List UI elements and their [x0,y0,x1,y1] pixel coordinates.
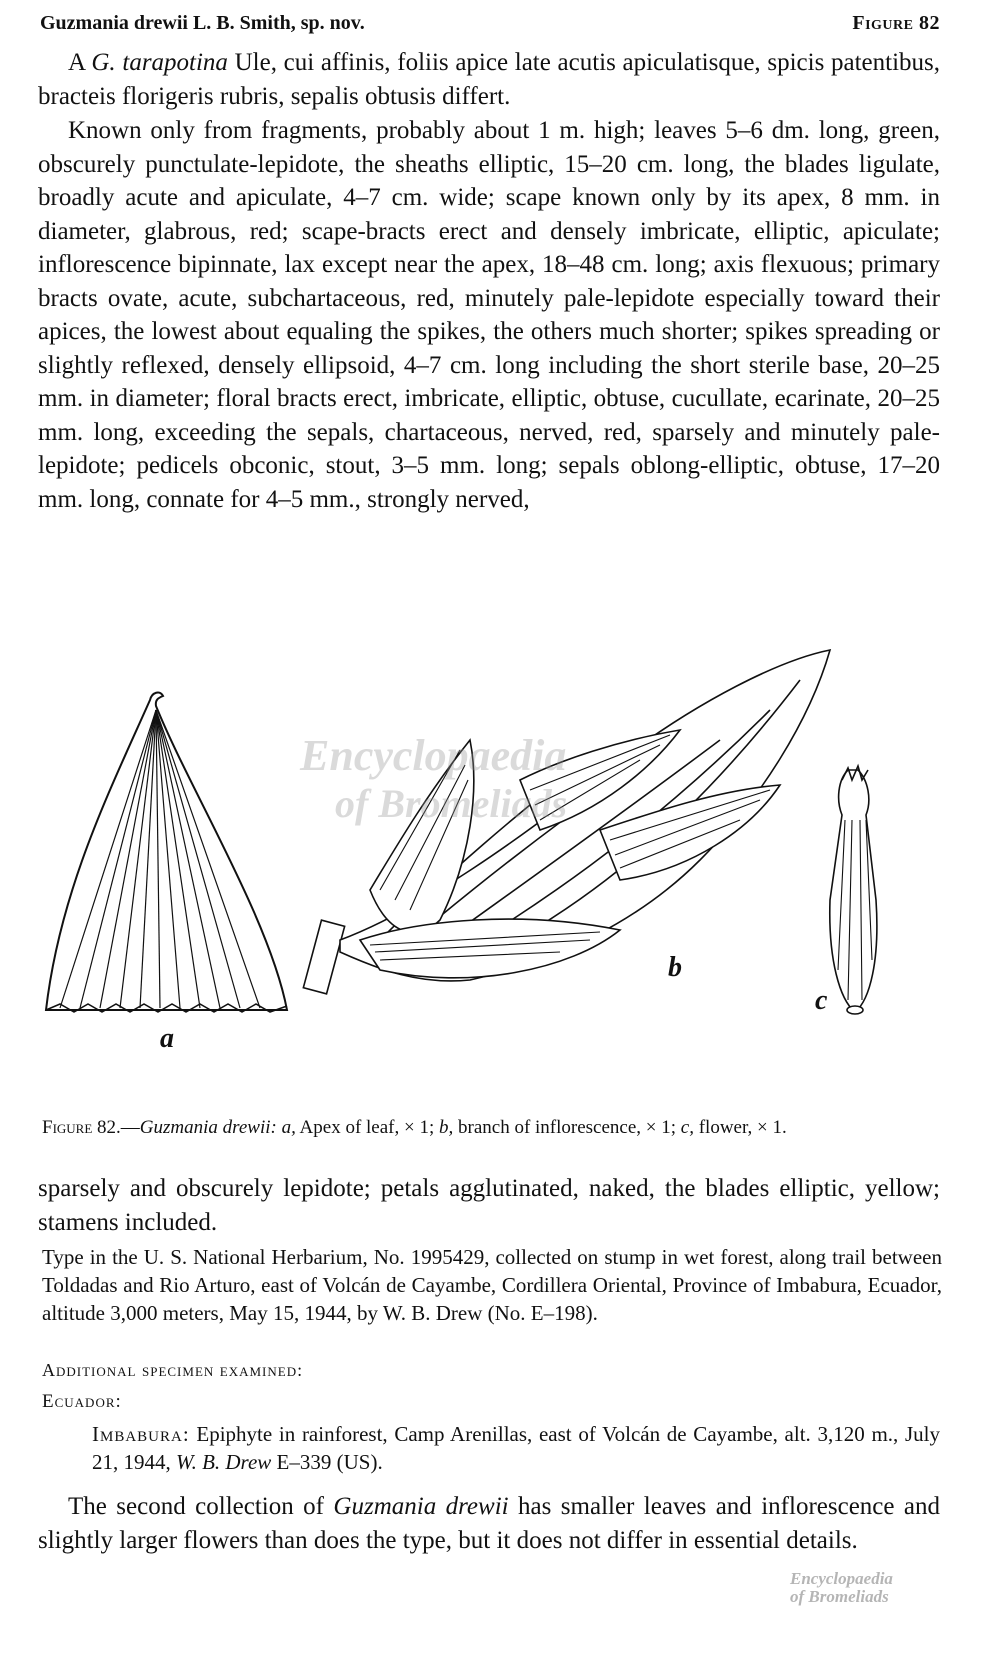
flower-drawing [830,766,877,1014]
latin-pre: A [68,49,92,76]
specimen-entry [92,1420,940,1476]
figure-82 [0,640,989,1110]
label-c: c [815,985,828,1016]
footer-watermark-line2: of Bromeliads [790,1587,889,1606]
footer-watermark-line1: Encyclopaedia [790,1569,893,1588]
type-paragraph: Type in the U. S. National Herbarium, No. 1995429, collected on stump in wet forest, along trail between Toldadas and Rio Arturo, east of Volcán de Cayambe, Cordillera Oriental, Province of Imbabura, Ecuador, altitude 3,000 meters, May 15, 1944, by W. B. Drew (No. E–198). [42,1245,942,1325]
closing-taxon: Guzmania drewii [333,1493,509,1520]
specimen-collector: W. B. Drew [176,1450,272,1474]
closing-paragraph [38,1490,940,1557]
footer-watermark [790,1570,893,1606]
closing-pre: The second collection of [68,1493,334,1520]
page-header [40,12,940,42]
latin-post: Ule, cui affinis, foliis apice late acutis apiculatisque, spicis patentibus, bracteis florigeris rubris, sepalis obtusis differt. [38,49,940,110]
figure-watermark-line1: Encyclopaedia [300,731,567,780]
closing-post: has smaller leaves and inflorescence and slightly larger flowers than does the type, but it does not differ in essential details. [38,1493,941,1554]
additional-heading: Additional specimen examined: [42,1360,304,1380]
caption-c-key: c, [680,1117,694,1138]
figure-number: Figure 82 [852,12,940,34]
caption-title: Guzmania drewii: [139,1117,277,1138]
country-heading: Ecuador: [42,1391,122,1412]
latin-taxon: G. tarapotina [91,49,228,76]
figure-drawings [0,640,989,1110]
caption-a-key: a, [281,1117,296,1138]
caption-b-text: branch of inflorescence, × 1; [453,1117,681,1138]
caption-a-text: Apex of leaf, × 1; [295,1117,439,1138]
specimen-province: Imbabura: [92,1422,190,1446]
specimen-text-pre: Epiphyte in rainforest, Camp Arenillas, east of Volcán de Cayambe, alt. 3,120 m., July 21, 1944, [92,1422,940,1474]
leaf-apex-drawing [46,693,287,1012]
label-b: b [668,952,682,983]
species-heading: Guzmania drewii L. B. Smith, sp. nov. [40,12,365,34]
description-paragraph: Known only from fragments, probably about 1 m. high; leaves 5–6 dm. long, green, obscurely punctulate-lepidote, the sheaths elliptic, 15–20 cm. long, the blades ligulate, broadly acute and apiculate, 4–7 cm. wide; scape known only by its apex, 8 mm. in diameter, glabrous, red; scape-bracts erect and densely imbricate, elliptic, apiculate; inflorescence bipinnate, lax except near the apex, 18–48 cm. long; axis flexuous; primary bracts ovate, acute, subchartaceous, red, minutely pale-lepidote especially toward their apices, the lowest about equaling the spikes, the others much shorter; spikes spreading or slightly reflexed, densely ellipsoid, 4–7 cm. long including the short sterile base, 20–25 mm. in diameter; floral bracts erect, imbricate, elliptic, obtuse, cucullate, ecarinate, 20–25 mm. long, exceeding the sepals, chartaceous, nerved, red, sparsely and minutely pale-lepidote; pedicels obconic, stout, 3–5 mm. long; sepals oblong-elliptic, obtuse, 17–20 mm. long, connate for 4–5 mm., strongly nerved, [38,117,940,513]
figure-caption [42,1114,942,1141]
label-a: a [160,1023,174,1054]
specimen-text-post: E–339 (US). [271,1450,383,1474]
latin-diagnosis [38,46,940,113]
figure-watermark-line2: of Bromeliads [335,781,568,826]
caption-b-key: b, [439,1117,454,1138]
continuation-paragraph: sparsely and obscurely lepidote; petals agglutinated, naked, the blades elliptic, yellow; stamens included. [38,1175,940,1236]
caption-lead: Figure 82.— [42,1117,140,1138]
caption-c-text: flower, × 1. [693,1117,787,1138]
